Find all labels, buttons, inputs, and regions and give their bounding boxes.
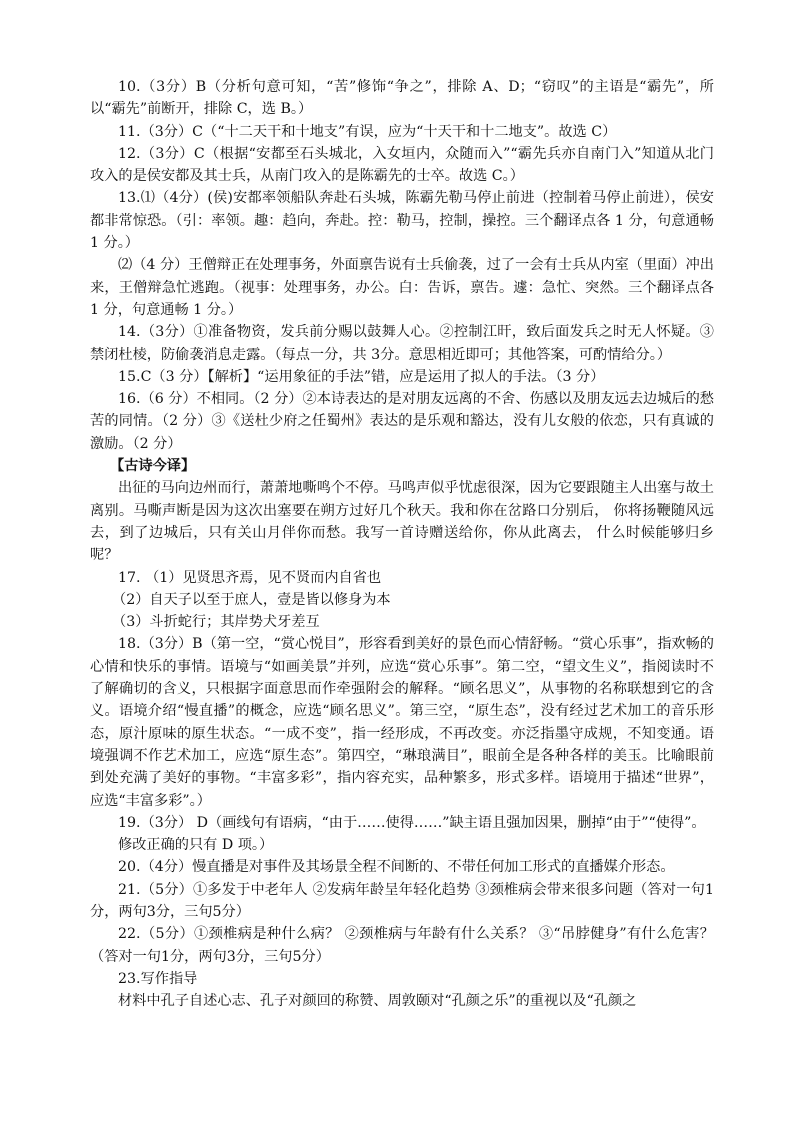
answer-19-2: 修改正确的只有 D 项。） — [118, 837, 274, 854]
answer-10: 10.（3分）B（分析句意可知，“苦”修饰“争之”，排除 A、D；“窃叹”的主语是“霸先”，所以“霸先”前断开，排除 C，选 B。） — [90, 79, 714, 118]
answer-16: 16.（6 分）不相同。（2 分）②本诗表达的是对朋友远离的不舍、伤感以及朋友远去边城后的愁苦的同情。（2 分）③《送杜少府之任蜀州》表达的是乐观和豁达，没有儿女般的依恋，只有真诚的激励。（2 分） — [90, 391, 714, 452]
answer-23: 23.写作指导 — [118, 970, 198, 987]
answer-12: 12.（3分）C（根据“安都至石头城北，入女垣内，众随而入”“霸先兵亦自南门入”知道从北门攻入的是侯安都及其士兵，从南门攻入的是陈霸先的士卒。故选 C。） — [90, 145, 714, 185]
answer-17-2: （2）自天子以至于庶人，壹是皆以修身为本 — [112, 591, 391, 608]
answer-13-1: 13.⑴（4分）(侯)安都率领船队奔赴石头城，陈霸先勒马停止前进（控制着马停止前进），侯安都非常惊恐。（引：率领。趣：趋向，奔赴。控：勒马，控制，操控。三个翻译点各 1 分，句意通畅 1 分。） — [90, 190, 714, 252]
answer-13-2: ⑵（4 分）王僧辩正在处理事务，外面禀告说有士兵偷袭，过了一会有士兵从内室（里面）冲出来，王僧辩急忙逃跑。（视事：处理事务，办公。白：告诉，禀告。遽：急忙、突然。三个翻译点各 1 分，句意通畅 1 分。） — [90, 257, 714, 318]
answer-22: 22.（5分）①颈椎病是种什么病？ ②颈椎病与年龄有什么关系？ ③“吊脖健身”有什么危害？（答对一句1分，两句3分，三句5分） — [90, 926, 714, 965]
answer-20: 20.（4分）慢直播是对事件及其场景全程不间断的、不带任何加工形式的直播媒介形态。 — [118, 859, 675, 876]
answer-11: 11.（3分）C（“十二天干和十地支”有误，应为“十天干和十二地支”。故选 C） — [118, 123, 617, 140]
answer-17-3: （3）斗折蛇行；其岸势犬牙差互 — [112, 614, 320, 631]
answer-23-text: 材料中孔子自述心志、孔子对颜回的称赞、周敦颐对“孔颜之乐”的重视以及“孔颜之 — [118, 993, 637, 1010]
answer-14: 14.（3分）①准备物资，发兵前分赐以鼓舞人心。②控制江旰，致后面发兵之时无人怀疑。③禁闭杜棱，防偷袭消息走露。（每点一分，共 3分。意思相近即可；其他答案，可酌情给分。） — [90, 324, 714, 363]
translation-text: 出征的马向边州而行，萧萧地嘶鸣个不停。马鸣声似乎忧虑很深，因为它要跟随主人出塞与故土离别。马嘶声断是因为这次出塞要在朔方过好几个秋天。我和你在岔路口分别后， 你将扬鞭随风远去，到了边城后，只有关山月伴你而愁。我写一首诗赠送给你，你从此离去， 什么时候能够归乡呢？ — [90, 480, 714, 564]
answer-17: 17. （1）见贤思齐焉，见不贤而内自省也 — [118, 569, 382, 586]
answer-18: 18.（3分）B（第一空，“赏心悦目”，形容看到美好的景色而心情舒畅。“赏心乐事”，指欢畅的心情和快乐的事情。语境与“如画美景”并列，应选“赏心乐事”。第二空，“望文生义”，指阅读时不了解确切的含义，只根据字面意思而作牵强附会的解释。“顾名思义”，从事物的名称联想到它的含义。语境介绍“慢直播”的概念，应选“顾名思义”。第三空，“原生态”，没有经过艺术加工的音乐形态，原汁原味的原生状态。“一成不变”，指一经形成，不再改变。亦泛指墨守成规，不知变通。语境强调不作艺术加工，应选“原生态”。第四空，“琳琅满目”，眼前全是各种各样的美玉。比喻眼前到处充满了美好的事物。“丰富多彩”，指内容充实，品种繁多，形式多样。语境用于描述“世界”，应选“丰富多彩”。） — [90, 636, 714, 809]
section-head-translation: 【古诗今译】 — [110, 458, 196, 475]
answer-21: 21.（5分）①多发于中老年人 ②发病年龄呈年轻化趋势 ③颈椎病会带来很多问题（答对一句1分，两句3分，三句5分） — [90, 881, 714, 920]
answer-19: 19.（3分） D（画线句有语病，“由于……使得……”缺主语且强加因果，删掉“由于”“使得”。 — [118, 814, 706, 831]
answer-15: 15.C（3 分）【解析】“运用象征的手法”错，应是运用了拟人的手法。（3 分） — [118, 368, 605, 385]
answer-page — [90, 76, 714, 1012]
